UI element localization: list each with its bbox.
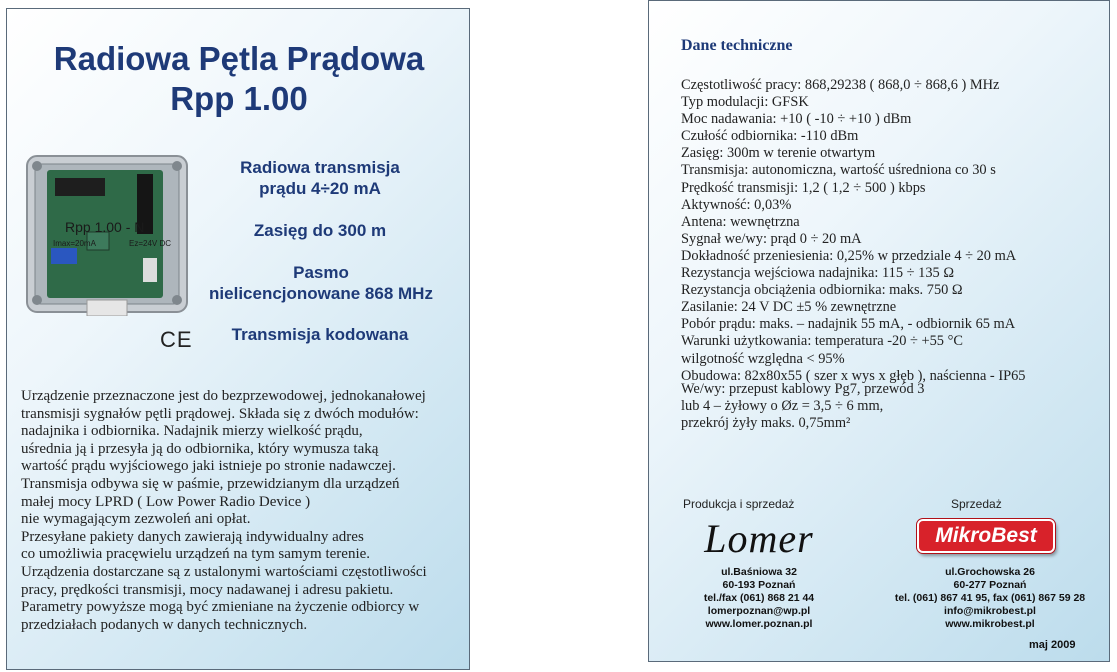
title-line1: Radiowa Pętla Prądowa <box>53 40 425 77</box>
spec-item: Transmisja: autonomiczna, wartość uśredniona co 30 s <box>681 162 996 179</box>
description-line: Przesyłane pakiety danych zawierają indywidualny adres <box>21 528 364 545</box>
ce-mark: CE <box>160 327 193 352</box>
spec-item: Warunki użytkowania: temperatura -20 ÷ +55 °C <box>681 333 963 350</box>
seller-phone: tel. (061) 867 41 95, fax (061) 867 59 28 <box>894 592 1086 604</box>
description <box>21 388 461 634</box>
description-line: małej mocy LPRD ( Low Power Radio Device ) <box>21 493 311 510</box>
producer-address <box>669 566 849 631</box>
feature-transmission-line1: Radiowa transmisja <box>240 158 400 177</box>
spec-item: We/wy: przepust kablowy Pg7, przewód 3 <box>681 380 925 397</box>
producer-phone: tel./fax (061) 868 21 44 <box>703 592 815 604</box>
description-line: wartość prądu wyjściowego jaki istnieje po stronie nadawczej. <box>21 458 396 475</box>
description-line: co umożliwia pracęwielu urządzeń na tym samym terenie. <box>21 546 371 563</box>
feature-transmission-line2: prądu 4÷20 mA <box>259 179 381 198</box>
feature-band-line1: Pasmo <box>293 263 349 282</box>
device-sublabel-left: Imax=20mA <box>53 239 96 248</box>
description-line: pracy, prędkości transmisji, mocy nadawanej i adresu pakietu. <box>21 581 394 598</box>
publication-date: maj 2009 <box>1029 639 1076 651</box>
description-line: przedziałach podanych w danych technicznych. <box>21 616 308 633</box>
spec-item: Dokładność przeniesienia: 0,25% w przedziale 4 ÷ 20 mA <box>681 247 1017 264</box>
spec-item: Typ modulacji: GFSK <box>681 94 809 111</box>
spec-item: Sygnał we/wy: prąd 0 ÷ 20 mA <box>681 230 862 247</box>
device-label: Rpp 1.00 - N <box>65 219 145 235</box>
spec-item: Rezystancja wejściowa nadajnika: 115 ÷ 135 Ω <box>681 265 955 282</box>
producer-city: 60-193 Poznań <box>722 579 796 591</box>
description-line: nadajnika i odbiornika. Nadajnik mierzy wielkość prądu, <box>21 423 363 440</box>
spec-item: Zasięg: 300m w terenie otwartym <box>681 145 876 162</box>
feature-coding: Transmisja kodowana <box>231 325 409 344</box>
specs-heading: Dane techniczne <box>681 37 793 54</box>
lomer-logo: Lomer <box>704 516 814 561</box>
spec-item: Aktywność: 0,03% <box>681 196 792 213</box>
seller-city: 60-277 Poznań <box>953 579 1027 591</box>
spec-item: Częstotliwość pracy: 868,29238 ( 868,0 ÷ 868,6 ) MHz <box>681 77 1000 93</box>
spec-item: Prędkość transmisji: 1,2 ( 1,2 ÷ 500 ) kbps <box>681 179 926 196</box>
spec-item: Pobór prądu: maks. – nadajnik 55 mA, - odbiornik 65 mA <box>681 316 1016 333</box>
description-line: Urządzenia dostarczane są z ustalonymi wartościami częstotliwości <box>21 563 427 580</box>
seller-email: info@mikrobest.pl <box>944 605 1036 617</box>
spec-item: wilgotność względna < 95% <box>681 350 845 367</box>
description-line: Urządzenie przeznaczone jest do bezprzewodowej, jednokanałowej <box>21 388 426 404</box>
device-sublabel-right: Ez=24V DC <box>129 239 172 248</box>
specs-list <box>681 77 1101 432</box>
producer-heading: Produkcja i sprzedaż <box>683 497 795 511</box>
seller-heading: Sprzedaż <box>951 497 1002 511</box>
right-panel <box>648 0 1110 662</box>
producer-website: www.lomer.poznan.pl <box>705 618 813 630</box>
feature-range: Zasięg do 300 m <box>253 221 387 240</box>
spec-item: Rezystancja obciążenia odbiornika: maks. 750 Ω <box>681 282 963 299</box>
description-line: Parametry powyższe mogą być zmieniane na życzenie odbiorcy w <box>21 599 420 616</box>
spec-item: Obudowa: 82x80x55 ( szer x wys x głęb ), naścienna - IP65 <box>681 367 1026 384</box>
title-line2: Rpp 1.00 <box>170 80 308 117</box>
spec-item: Moc nadawania: +10 ( -10 ÷ +10 ) dBm <box>681 111 912 128</box>
seller-website: www.mikrobest.pl <box>945 618 1035 630</box>
left-panel <box>6 8 470 670</box>
spec-item: Zasilanie: 24 V DC ±5 % zewnętrzne <box>681 299 897 316</box>
seller-address <box>875 566 1105 631</box>
spec-item: lub 4 – żyłowy o Øz = 3,5 ÷ 6 mm, <box>681 397 884 414</box>
producer-street: ul.Baśniowa 32 <box>721 566 797 578</box>
seller-street: ul.Grochowska 26 <box>945 566 1035 578</box>
feature-band <box>185 262 457 304</box>
description-line: Transmisja odbywa się w paśmie, przewidzianym dla urządzeń <box>21 475 400 492</box>
spec-item: Czułość odbiornika: -110 dBm <box>681 128 859 145</box>
mikrobest-logo: MikroBest <box>917 519 1055 553</box>
spec-item: przekrój żyły maks. 0,75mm² <box>681 414 851 431</box>
description-line: transmisji sygnałów pętli prądowej. Składa się z dwóch modułów: <box>21 405 419 422</box>
description-line: nie wymagającym zezwoleń ani opłat. <box>21 511 251 528</box>
spec-item: Antena: wewnętrzna <box>681 213 800 230</box>
feature-transmission <box>195 157 445 199</box>
producer-email: lomerpoznan@wp.pl <box>707 605 811 617</box>
description-line: uśrednia ją i przesyła ją do odbiornika, który wymusza taką <box>21 440 379 457</box>
device-photo <box>25 154 189 316</box>
feature-band-line2: nielicencjonowane 868 MHz <box>209 284 433 303</box>
